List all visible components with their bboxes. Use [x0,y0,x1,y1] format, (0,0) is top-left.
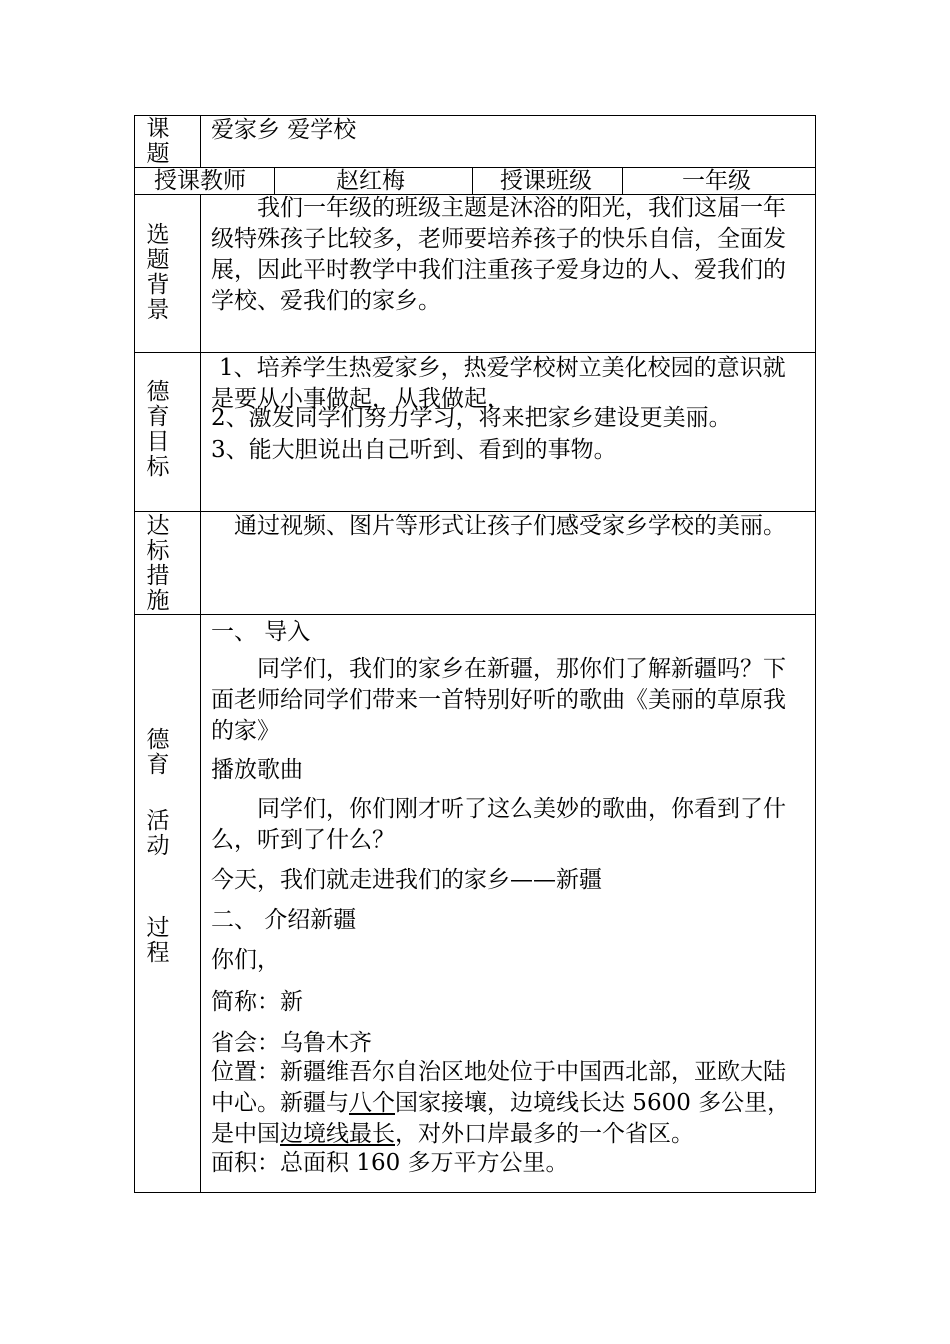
process-paragraph: 你们， [211,947,280,973]
process-paragraph: 省会：乌鲁木齐 [211,1030,372,1056]
topic-value: 爱家乡 爱学校 [211,117,357,143]
goal-item-1: 1、培养学生热爱家乡，热爱学校树立美化校园的意识就是要从小事做起，从我做起， [211,355,786,412]
background-text: 我们一年级的班级主题是沐浴的阳光，我们这届一年级特殊孩子比较多，老师要培养孩子的快乐自信，全面发展，因此平时教学中我们注重孩子爱身边的人、爱我们的学校、爱我们的家乡。 [211,195,786,314]
process-paragraph: 简称：新 [211,989,303,1015]
class-value: 一年级 [682,168,751,194]
location-text: ，对外口岸最多的一个省区。 [395,1121,694,1147]
process-paragraph: 面积：总面积 160 多万平方公里。 [211,1150,569,1176]
topic-label: 课题 [146,116,170,167]
info-row-divider [472,167,473,195]
location-text: 位置：新疆维吾尔自治区地处位于中国西北部，亚欧大陆中心。新疆与 [211,1059,786,1116]
underlined-text: 八个 [349,1090,395,1116]
label-column-divider [200,194,201,1193]
goals-label: 德育目标 [146,379,170,480]
teacher-value: 赵红梅 [336,168,405,194]
measures-text: 通过视频、图片等形式让孩子们感受家乡学校的美丽。 [234,513,786,539]
process-label-part-2: 活动 [146,808,170,859]
teacher-label: 授课教师 [154,168,246,194]
goal-item-3: 3、能大胆说出自己听到、看到的事物。 [211,437,617,463]
table-border-right [815,115,816,1193]
underlined-text: 边境线最长 [280,1121,395,1147]
table-border-left [134,115,135,1193]
measures-label: 达标措施 [146,513,170,614]
section-title-intro: 一、 导入 [211,619,311,645]
background-label: 选题背景 [146,222,170,323]
process-label-part-3: 过程 [146,915,170,966]
process-paragraph: 播放歌曲 [211,757,303,783]
label-column-divider [200,115,201,167]
process-paragraph: 同学们，你们刚才听了这么美妙的歌曲，你看到了什么，听到了什么？ [211,796,786,853]
process-paragraph: 今天，我们就走进我们的家乡——新疆 [211,867,602,893]
section-title-xinjiang: 二、 介绍新疆 [211,907,357,933]
table-border-bottom [134,1192,816,1193]
info-row-divider [622,167,623,195]
location-paragraph [211,1057,807,1150]
info-row-divider [274,167,275,195]
process-paragraph: 同学们，我们的家乡在新疆，那你们了解新疆吗？下面老师给同学们带来一首特别好听的歌曲《美丽的草原我的家》 [211,656,786,744]
goal-item-2: 2、激发同学们努力学习，将来把家乡建设更美丽。 [211,405,732,431]
class-label: 授课班级 [500,168,592,194]
location-text: 国家接壤，边境线长达 5600 多公里，是中国 [211,1090,791,1147]
row-divider [134,614,816,615]
process-label-part-1: 德育 [146,727,170,778]
